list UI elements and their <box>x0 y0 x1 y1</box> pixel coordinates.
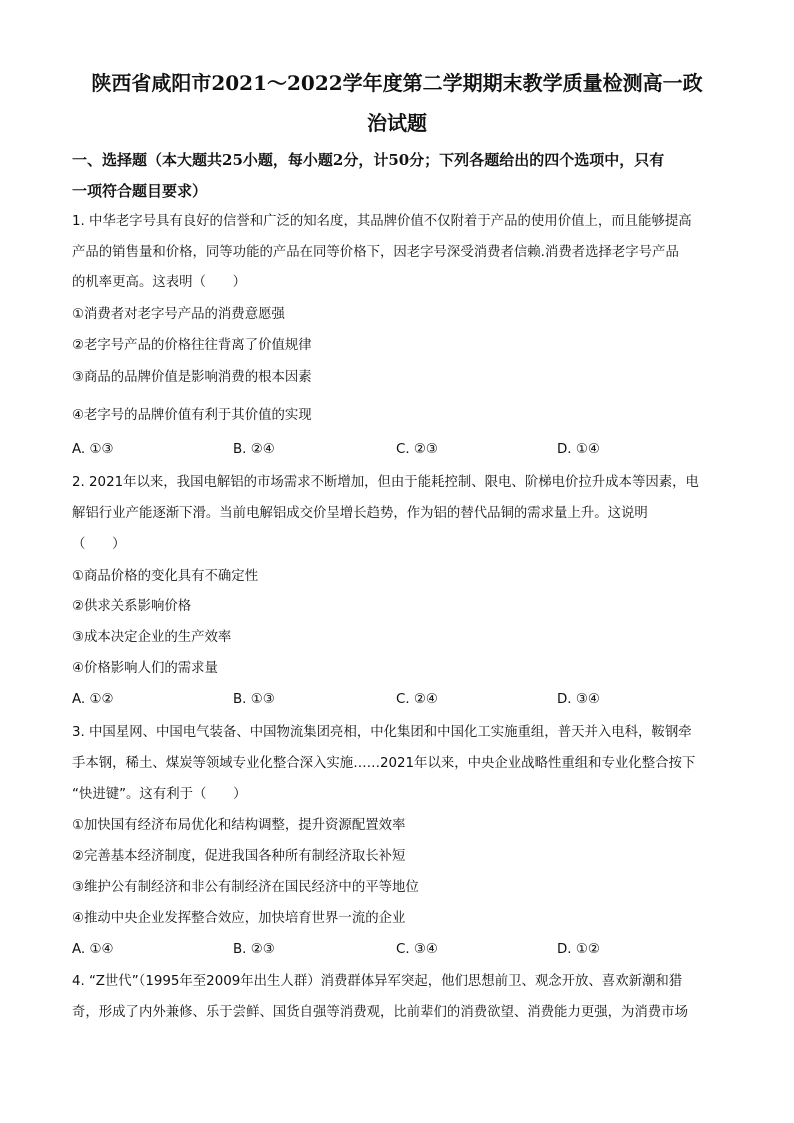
q3-option-a: A. ①④ <box>72 942 114 957</box>
q1-item-2: ②老字号产品的价格往往背离了价值规律 <box>72 338 312 353</box>
q2-item-4: ④价格影响人们的需求量 <box>72 661 218 676</box>
q1-option-a: A. ①③ <box>72 442 114 457</box>
q1-option-b: B. ②④ <box>233 442 275 457</box>
section-heading-line-2: 一项符合题目要求） <box>72 182 208 200</box>
q1-stem-line-3: 的机率更高。这表明（ ） <box>72 275 247 290</box>
q2-option-b: B. ①③ <box>233 692 275 707</box>
q2-option-d: D. ③④ <box>557 692 600 707</box>
q3-stem-line-1: 3. 中国星网、中国电气装备、中国物流集团亮相，中化集团和中国化工实施重组，普天并入电科，鞍钢牵 <box>72 725 692 740</box>
q1-stem-line-1: 1. 中华老字号具有良好的信誉和广泛的知名度，其品牌价值不仅附着于产品的使用价值上，而且能够提高 <box>72 214 692 229</box>
q2-stem-line-1: 2. 2021年以来，我国电解铝的市场需求不断增加，但由于能耗控制、限电、阶梯电价拉升成本等因素，电 <box>72 475 699 490</box>
q3-item-4: ④推动中央企业发挥整合效应，加快培育世界一流的企业 <box>72 911 406 926</box>
q2-option-c: C. ②④ <box>396 692 438 707</box>
q1-stem-line-2: 产品的销售量和价格，同等功能的产品在同等价格下，因老字号深受消费者信赖.消费者选择老字号产品 <box>72 245 679 260</box>
q4-stem-line-2: 奇，形成了内外兼修、乐于尝鲜、国货自强等消费观，比前辈们的消费欲望、消费能力更强，为消费市场 <box>72 1005 688 1020</box>
q1-item-1: ①消费者对老字号产品的消费意愿强 <box>72 307 285 322</box>
page-title-line-1: 陕西省咸阳市2021～2022学年度第二学期期末教学质量检测高一政 <box>91 71 703 95</box>
q2-item-2: ②供求关系影响价格 <box>72 599 192 614</box>
q2-option-a: A. ①② <box>72 692 114 707</box>
q1-option-c: C. ②③ <box>396 442 438 457</box>
q3-item-2: ②完善基本经济制度，促进我国各种所有制经济取长补短 <box>72 849 406 864</box>
q1-option-d: D. ①④ <box>557 442 600 457</box>
q3-option-b: B. ②③ <box>233 942 275 957</box>
page-title-line-2: 治试题 <box>367 111 427 135</box>
q3-option-c: C. ③④ <box>396 942 438 957</box>
q3-item-1: ①加快国有经济布局优化和结构调整，提升资源配置效率 <box>72 818 406 833</box>
q1-item-4: ④老字号的品牌价值有利于其价值的实现 <box>72 408 312 423</box>
q3-option-d: D. ①② <box>557 942 600 957</box>
q2-stem-line-2: 解铝行业产能逐渐下滑。当前电解铝成交价呈增长趋势，作为铝的替代品铜的需求量上升。这说明 <box>72 506 648 521</box>
q2-item-3: ③成本决定企业的生产效率 <box>72 630 232 645</box>
q1-item-3: ③商品的品牌价值是影响消费的根本因素 <box>72 370 312 385</box>
q2-item-1: ①商品价格的变化具有不确定性 <box>72 569 259 584</box>
q3-stem-line-3: “快进键”。这有利于（ ） <box>72 787 247 802</box>
q3-item-3: ③维护公有制经济和非公有制经济在国民经济中的平等地位 <box>72 880 419 895</box>
q3-stem-line-2: 手本钢，稀土、煤炭等领域专业化整合深入实施……2021年以来，中央企业战略性重组和专业化整合按下 <box>72 756 696 771</box>
q4-stem-line-1: 4. “Z世代”（1995年至2009年出生人群）消费群体异军突起，他们思想前卫、观念开放、喜欢新潮和猎 <box>72 974 683 989</box>
section-heading-line-1: 一、选择题（本大题共25小题，每小题2分，计50分；下列各题给出的四个选项中，只有 <box>72 151 665 169</box>
q2-stem-line-3: （ ） <box>72 537 126 552</box>
